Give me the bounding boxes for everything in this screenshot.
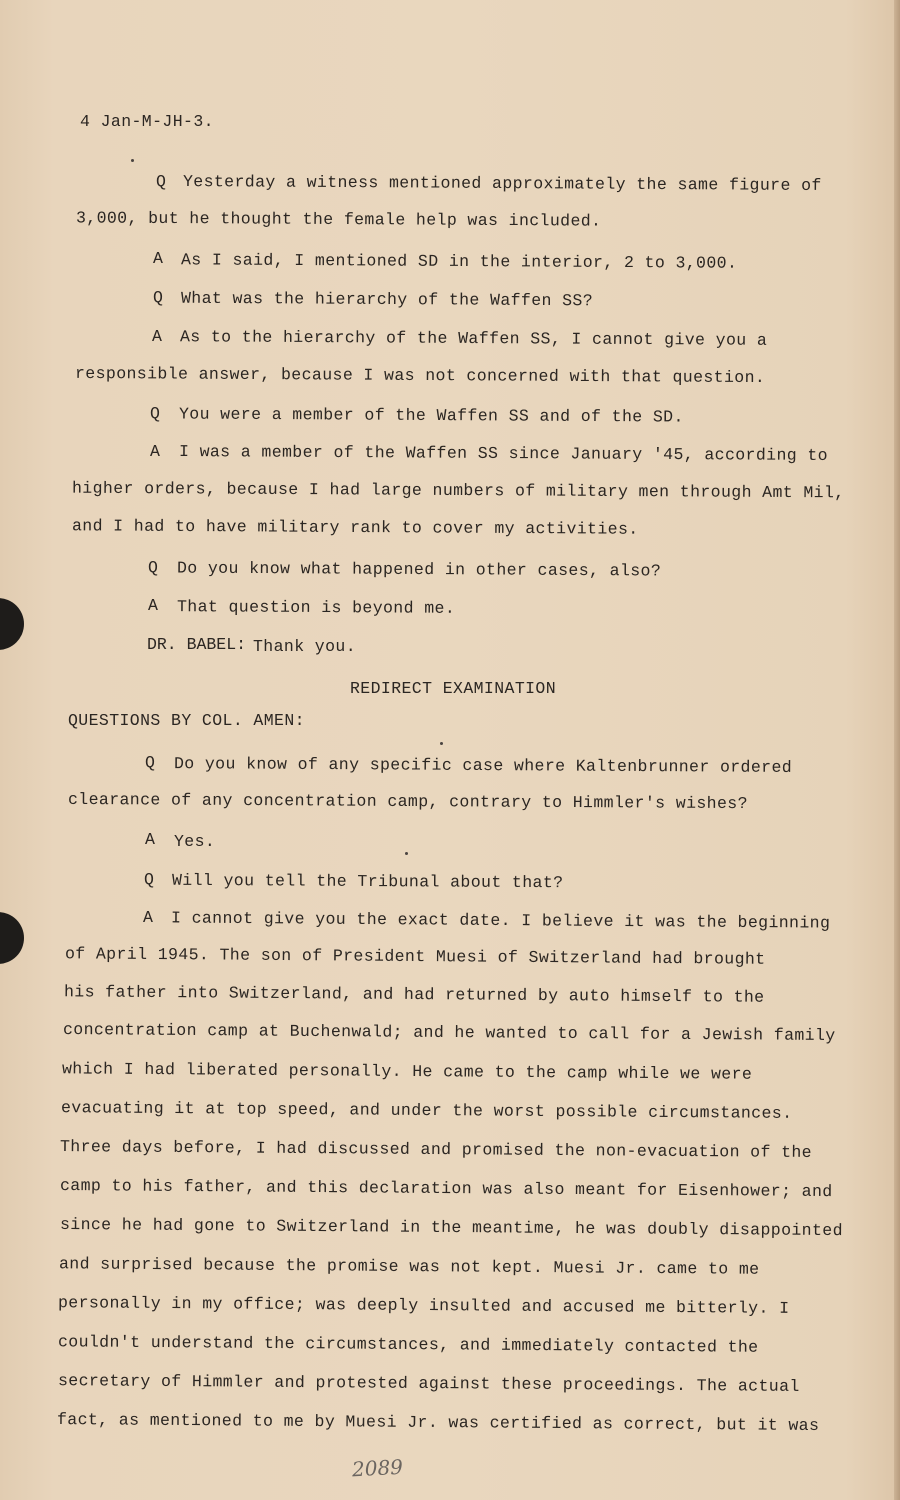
text-line: camp to his father, and this declaration was also meant for Eisenhower; and [59, 1175, 833, 1202]
text-line: Thank you. [253, 637, 357, 656]
ink-speck [405, 852, 408, 855]
text-line: Will you tell the Tribunal about that? [171, 870, 564, 893]
text-line: of April 1945. The son of President Muesi of Switzerland had brought [64, 944, 766, 969]
speaker-label: A [148, 596, 158, 615]
speaker-label: Q [144, 870, 154, 889]
text-line: and I had to have military rank to cover my activities. [71, 516, 639, 539]
text-line: concentration camp at Buchenwald; and he wanted to call for a Jewish family [62, 1019, 836, 1046]
text-line: You were a member of the Waffen SS and of the SD. [178, 404, 684, 427]
punch-hole-lower [0, 912, 24, 964]
speaker-label: A [143, 908, 153, 927]
text-line: Yes. [174, 832, 216, 851]
text-line: I cannot give you the exact date. I believe it was the beginning [170, 908, 831, 933]
text-line: fact, as mentioned to me by Muesi Jr. was certified as correct, but it was [56, 1410, 820, 1435]
speaker-label: Q [148, 558, 158, 577]
text-line: secretary of Himmler and protested against these proceedings. The actual [57, 1371, 800, 1396]
text-line: evacuating it at top speed, and under the worst possible circumstances. [60, 1098, 793, 1123]
text-line: responsible answer, because I was not concerned with that question. [74, 363, 766, 388]
section-heading: REDIRECT EXAMINATION [350, 679, 557, 698]
speaker-label: A [153, 249, 163, 268]
text-line: As I said, I mentioned SD in the interior, 2 to 3,000. [180, 250, 738, 273]
speaker-label: Q [150, 404, 160, 423]
ink-speck [440, 742, 443, 745]
questions-by: QUESTIONS BY COL. AMEN: [68, 711, 305, 730]
text-line: clearance of any concentration camp, contrary to Himmler's wishes? [67, 789, 748, 814]
ink-speck [131, 159, 134, 162]
punch-hole-upper [0, 598, 24, 650]
text-line: What was the hierarchy of the Waffen SS? [180, 288, 594, 311]
speaker-label: Q [153, 288, 163, 307]
text-line: 3,000, but he thought the female help was included. [75, 208, 602, 231]
speaker-label: A [152, 327, 162, 346]
speaker-label: A [150, 442, 160, 461]
text-line: As to the hierarchy of the Waffen SS, I cannot give you a [179, 327, 768, 350]
speaker-label: A [145, 830, 155, 849]
text-line: I was a member of the Waffen SS since January '45, according to [178, 442, 829, 465]
text-line: personally in my office; was deeply insulted and accused me bitterly. I [57, 1293, 790, 1318]
speaker-label: Q [145, 753, 155, 772]
text-line: That question is beyond me. [176, 597, 456, 618]
page-reference: 4 Jan-M-JH-3. [80, 112, 214, 131]
text-line: higher orders, because I had large numbers of military men through Amt Mil, [71, 478, 845, 503]
speaker-label: Q [156, 172, 166, 191]
speaker-label: DR. BABEL: [147, 635, 247, 654]
text-line: Three days before, I had discussed and promised the non-evacuation of the [59, 1137, 813, 1162]
text-line: since he had gone to Switzerland in the meantime, he was doubly disappointed [59, 1214, 844, 1241]
text-line: Do you know of any specific case where Kaltenbrunner ordered [173, 754, 793, 777]
handwritten-page-number: 2089 [351, 1454, 404, 1482]
text-line: his father into Switzerland, and had returned by auto himself to the [63, 982, 765, 1007]
text-line: couldn't understand the circumstances, and immediately contacted the [57, 1332, 759, 1357]
text-line: and surprised because the promise was not kept. Muesi Jr. came to me [58, 1254, 760, 1279]
text-line: Yesterday a witness mentioned approximately the same figure of [182, 172, 822, 195]
text-line: which I had liberated personally. He came to the camp while we were [61, 1059, 753, 1084]
page-edge [894, 0, 900, 1500]
text-line: Do you know what happened in other cases, also? [176, 558, 662, 581]
